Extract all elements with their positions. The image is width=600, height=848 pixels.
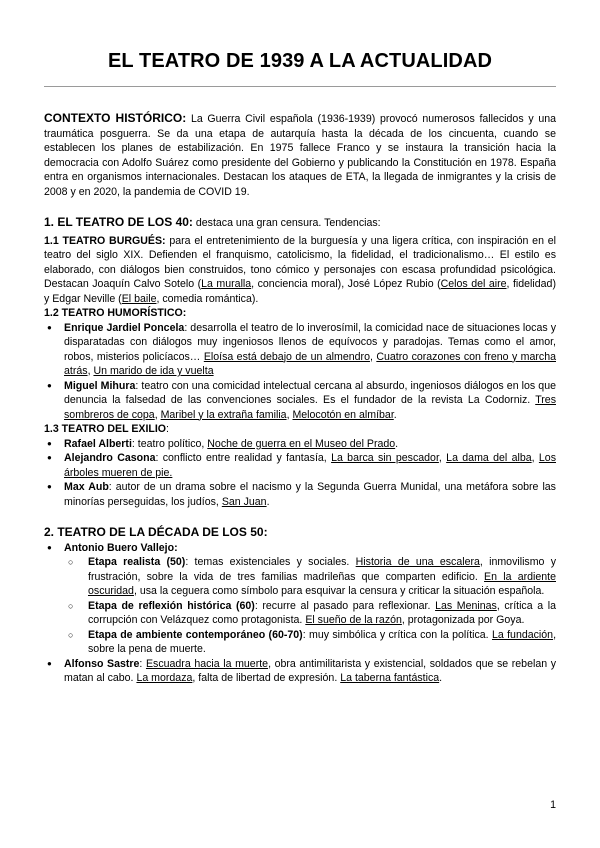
separator: , [154, 408, 161, 421]
sastre-text-3: , falta de libertad de expresión. [192, 672, 341, 684]
teatro-burgues-text-4: , comedia romántica). [156, 292, 259, 305]
etapa-text: : recurre al pasado para reflexionar. [254, 599, 436, 612]
work-title: La taberna fantástica [340, 672, 440, 684]
work-el-baile: El baile [121, 292, 157, 305]
author-description: : conflicto entre realidad y fantasía, [155, 452, 332, 464]
section-1-heading [44, 215, 556, 231]
etapa-label: Etapa realista (50) [88, 556, 186, 568]
author-description: : autor de un drama sobre el nacismo y la Segunda Guerra Munidal, una metáfora sobre las minorías perseguidas, los judíos, [64, 481, 556, 508]
buero-etapas-list [44, 555, 556, 657]
list-item [44, 321, 556, 379]
separator: , [438, 452, 447, 464]
author-name: Miguel Mihura [64, 379, 136, 392]
separator: , [369, 350, 377, 363]
list-item [44, 379, 556, 423]
context-text: La Guerra Civil española (1936-1939) provocó numerosos fallecidos y una traumática posguerra. Se da una etapa de autarquía hasta la década de los cincuenta, cuando se establecen los planes de estabilización. En 1975 fallece Franco y se instaura la transición hacia la democracia con Adolfo Suárez como presidente del Gobierno y publicando la Constitución en 1978. España entra en organismos internacionales. Destacan los ataques de ETA, la llegada de inmigrantes y la crisis de 2008 y en 2020, la pandemia de COVID 19. [44, 113, 557, 198]
author-name: Rafael Alberti [64, 437, 132, 450]
etapa-label: Etapa de reflexión histórica (60) [88, 599, 255, 612]
work-title: San Juan [221, 495, 267, 508]
teatro-burgues-text: para el entretenimiento de la burguesía y una ligera crítica, con inspiración en el teatro del siglo XIX. Defienden el franquismo, catolicismo, la fidelidad, el tradicionalismo… El estilo es elaborado, con diálogos bien construidos, tono cómico y personajes con escasa profundidad psicológica. Destacan Joaquín Calvo Sotelo ( [44, 234, 556, 290]
teatro-exilio-heading [44, 422, 556, 437]
list-item [44, 541, 556, 657]
work-title: Un marido de ida y vuelta [93, 365, 214, 377]
separator: , [531, 452, 539, 464]
separator: , [286, 408, 293, 421]
teatro-exilio-label: 1.3 TEATRO DEL EXILIO [44, 423, 167, 435]
item-end: . [439, 672, 443, 684]
work-title: En la ardiente oscuridad [88, 570, 556, 597]
work-title: La dama del alba [446, 452, 532, 464]
list-item [44, 437, 556, 452]
item-end: . [266, 495, 270, 508]
work-celos-del-aire: Celos del aire [440, 278, 507, 290]
work-title: Cuatro corazones con freno y marcha atrás [64, 350, 556, 377]
document-title: EL TEATRO DE 1939 A LA ACTUALIDAD [107, 50, 493, 72]
work-title: Escuadra hacia la muerte [145, 657, 269, 670]
context-paragraph [44, 111, 556, 199]
title-divider [44, 86, 556, 87]
author-name: Antonio Buero Vallejo: [64, 541, 178, 554]
etapa-text-2: , inmovilismo y frustración, sobre la vida de tres familias madrileñas que comparten edificio. [88, 556, 557, 583]
work-title: Melocotón en almíbar [292, 408, 394, 421]
etapa-text: : temas existenciales y sociales. [185, 556, 356, 568]
list-item [44, 451, 556, 480]
author-description: : desarrolla el teatro de lo inverosímil, la comicidad nace de situaciones locas y disparatadas con diálogos muy ingeniosos llenos de equívocos y paradojas. Temas como el amor, robos, misterios policíacos… [64, 321, 556, 363]
etapa-text-2: , crítica a la corrupción con Velázquez como protagonista. [88, 599, 556, 626]
work-title: Noche de guerra en el Museo del Prado [207, 437, 396, 450]
author-description: : teatro político, [131, 437, 208, 450]
author-name: Alejandro Casona [64, 452, 156, 464]
work-title: La mordaza [136, 672, 193, 684]
etapa-text-3: , protagonizada por Goya. [401, 614, 525, 626]
exilio-list [44, 437, 556, 510]
teatro-burgues-text-2: , conciencia moral), José López Rubio ( [251, 278, 441, 290]
context-label: CONTEXTO HISTÓRICO: [44, 111, 187, 125]
author-description: : teatro con una comicidad intelectual cercana al absurdo, ingeniosos diálogos en los que denuncia la falsedad de las convenciones sociales. Es el fundador de la revista La Codorniz. [64, 379, 556, 406]
teatro-burgues-paragraph [44, 234, 556, 307]
list-item [44, 555, 556, 599]
page-number: 1 [550, 799, 556, 811]
work-title: Historia de una escalera [355, 556, 480, 568]
list-item [44, 599, 556, 628]
work-la-muralla: La muralla [201, 278, 252, 290]
teatro-exilio-colon: : [166, 423, 169, 435]
work-title: Eloísa está debajo de un almendro [203, 350, 370, 363]
author-name: Alfonso Sastre [64, 657, 140, 670]
author-name: Enrique Jardiel Poncela [64, 321, 185, 334]
list-item [44, 628, 556, 657]
teatro-humoristico-label: 1.2 TEATRO HUMORÍSTICO: [44, 307, 187, 319]
work-title: Los árboles mueren de pie. [64, 452, 556, 479]
humoristico-list [44, 321, 556, 423]
teatro-burgues-label: 1.1 TEATRO BURGUÉS: [44, 234, 166, 247]
teatro-humoristico-heading [44, 306, 556, 321]
work-title: El sueño de la razón [305, 614, 402, 626]
etapa-label: Etapa de ambiente contemporáneo (60-70) [88, 628, 303, 641]
author-name: Max Aub [64, 481, 109, 493]
item-end: . [393, 408, 397, 421]
work-title: La fundación [491, 628, 554, 641]
author-colon: : [139, 657, 146, 670]
work-title: Las Meninas [435, 599, 497, 612]
section-2-label: 2. TEATRO DE LA DÉCADA DE LOS 50: [44, 525, 268, 539]
section-2-list [44, 541, 556, 686]
etapa-text-2: , sobre la pena de muerte. [88, 628, 557, 655]
etapa-text-3: , usa la ceguera como símbolo para esquivar la censura y criticar la situación española. [133, 585, 545, 597]
list-item [44, 657, 556, 686]
list-item [44, 480, 556, 509]
section-1-label: 1. EL TEATRO DE LOS 40: [44, 215, 193, 229]
teatro-burgues-text-3: , fidelidad) y Edgar Neville ( [44, 278, 556, 305]
section-1-intro: destaca una gran censura. Tendencias: [195, 217, 381, 229]
work-title: Tres sombreros de copa [64, 394, 556, 421]
sastre-text-2: , obra antimilitarista y existencial, soldados que se rebelan y matan al cabo. [64, 657, 556, 684]
separator: , [87, 365, 94, 377]
section-2-heading [44, 525, 556, 541]
etapa-text: : muy simbólica y crítica con la política. [302, 628, 492, 641]
work-title: La barca sin pescador [331, 452, 439, 464]
work-title: Maribel y la extraña familia [160, 408, 287, 421]
item-end: . [395, 437, 399, 450]
